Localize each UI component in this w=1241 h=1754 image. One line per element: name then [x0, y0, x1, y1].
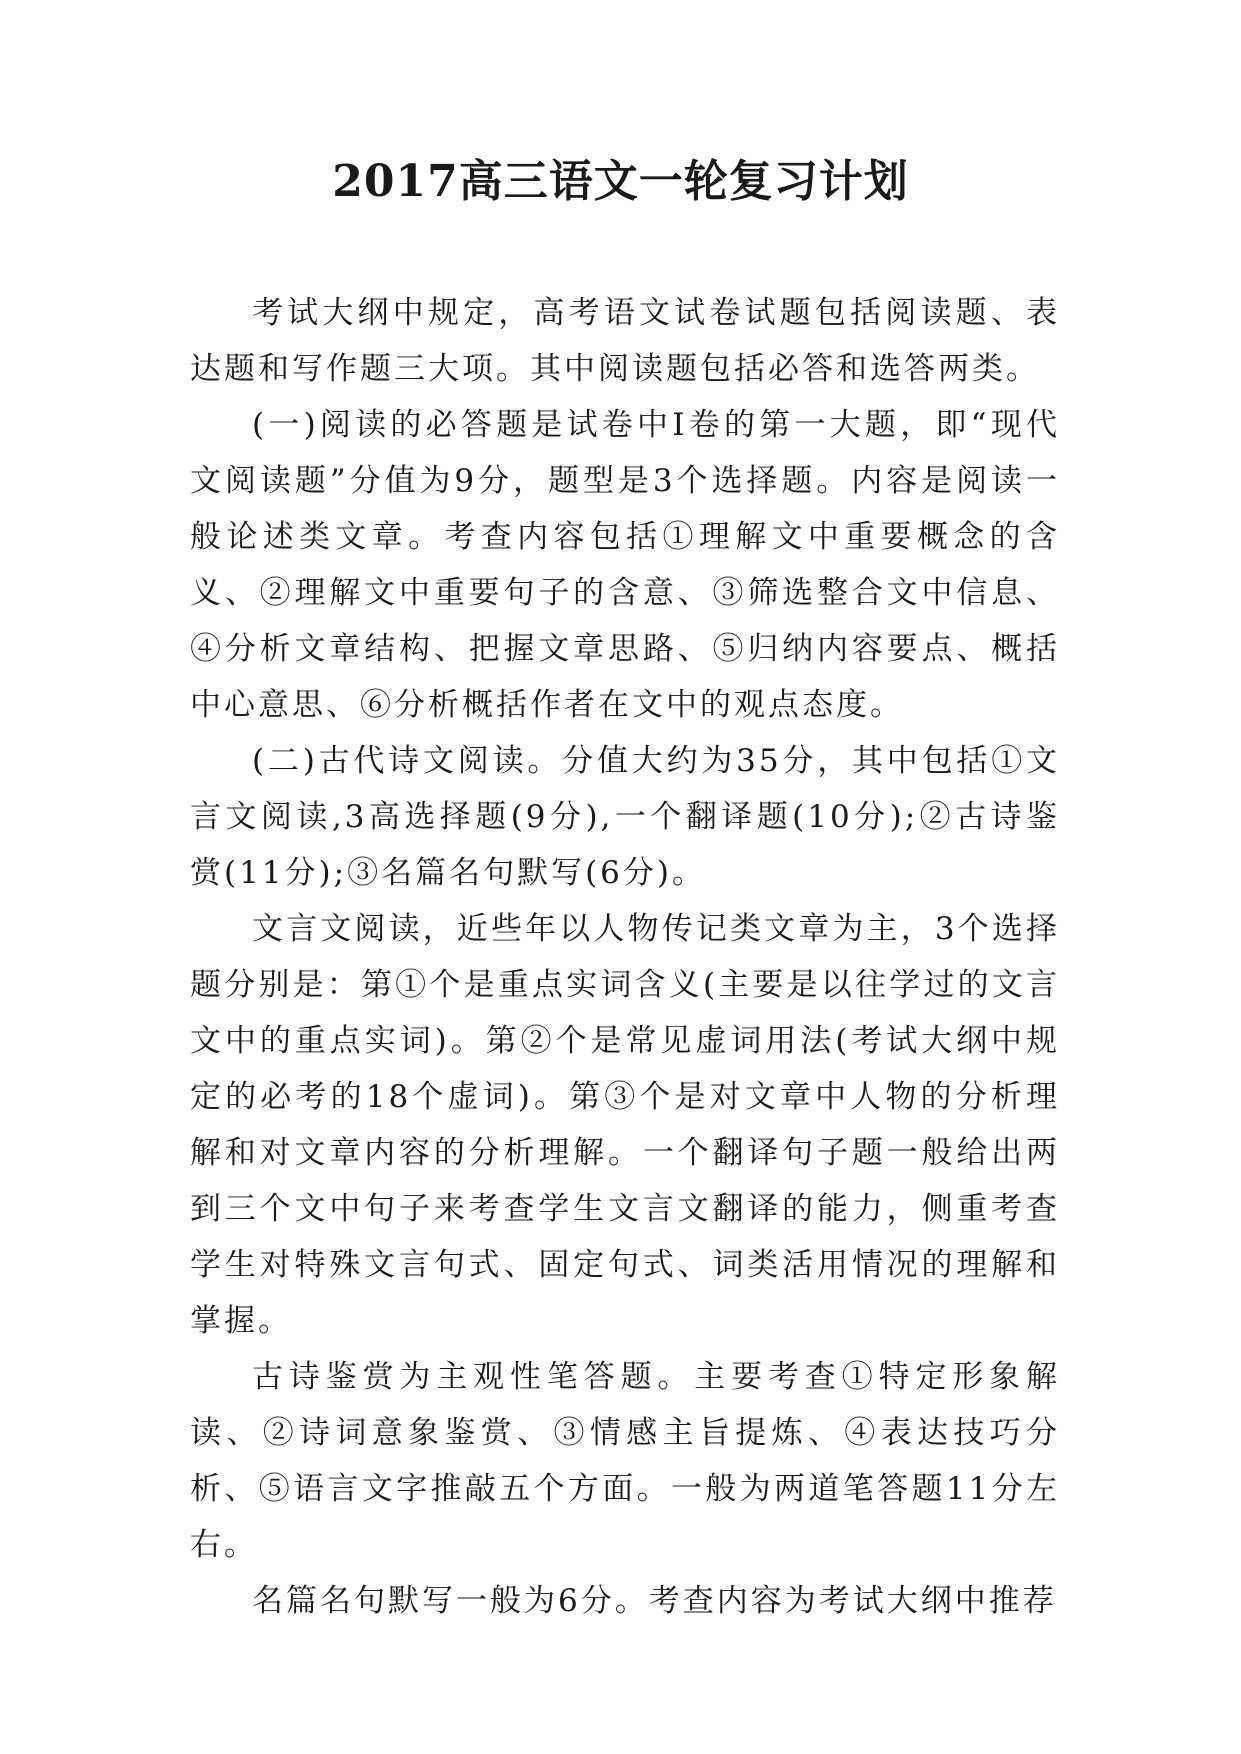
paragraph-recitation: 名篇名句默写一般为6分。考查内容为考试大纲中推荐 [252, 1583, 1057, 1619]
paragraph-intro: 考试大纲中规定，高考语文试卷试题包括阅读题、表达题和写作题三大项。其中阅读题包括必答和选答两类。 [190, 295, 1060, 387]
paragraph-classical-reading: (二)古代诗文阅读。分值大约为35分，其中包括①文言文阅读,3高选择题(9分),一个翻译题(10分);②古诗鉴赏(11分);③名篇名句默写(6分)。 [190, 743, 1060, 891]
paragraph-poetry-appreciation: 古诗鉴赏为主观性笔答题。主要考查①特定形象解读、②诗词意象鉴赏、③情感主旨提炼、④表达技巧分析、⑤语言文字推敲五个方面。一般为两道笔答题11分左右。 [190, 1359, 1060, 1563]
document-title: 2017高三语文一轮复习计划 [332, 156, 909, 207]
paragraph-classical-prose: 文言文阅读，近些年以人物传记类文章为主，3个选择题分别是：第①个是重点实词含义(主要是以往学过的文言文中的重点实词)。第②个是常见虚词用法(考试大纲中规定的必考的18个虚词)。第③个是对文章中人物的分析理解和对文章内容的分析理解。一个翻译句子题一般给出两到三个文中句子来考查学生文言文翻译的能力，侧重考查学生对特殊文言句式、固定句式、词类活用情况的理解和掌握。 [190, 911, 1060, 1339]
document-body [190, 285, 1060, 1629]
paragraph-modern-reading: (一)阅读的必答题是试卷中Ⅰ卷的第一大题，即“现代文阅读题”分值为9分，题型是3个选择题。内容是阅读一般论述类文章。考查内容包括①理解文中重要概念的含义、②理解文中重要句子的含意、③筛选整合文中信息、④分析文章结构、把握文章思路、⑤归纳内容要点、概括中心意思、⑥分析概括作者在文中的观点态度。 [190, 407, 1060, 723]
